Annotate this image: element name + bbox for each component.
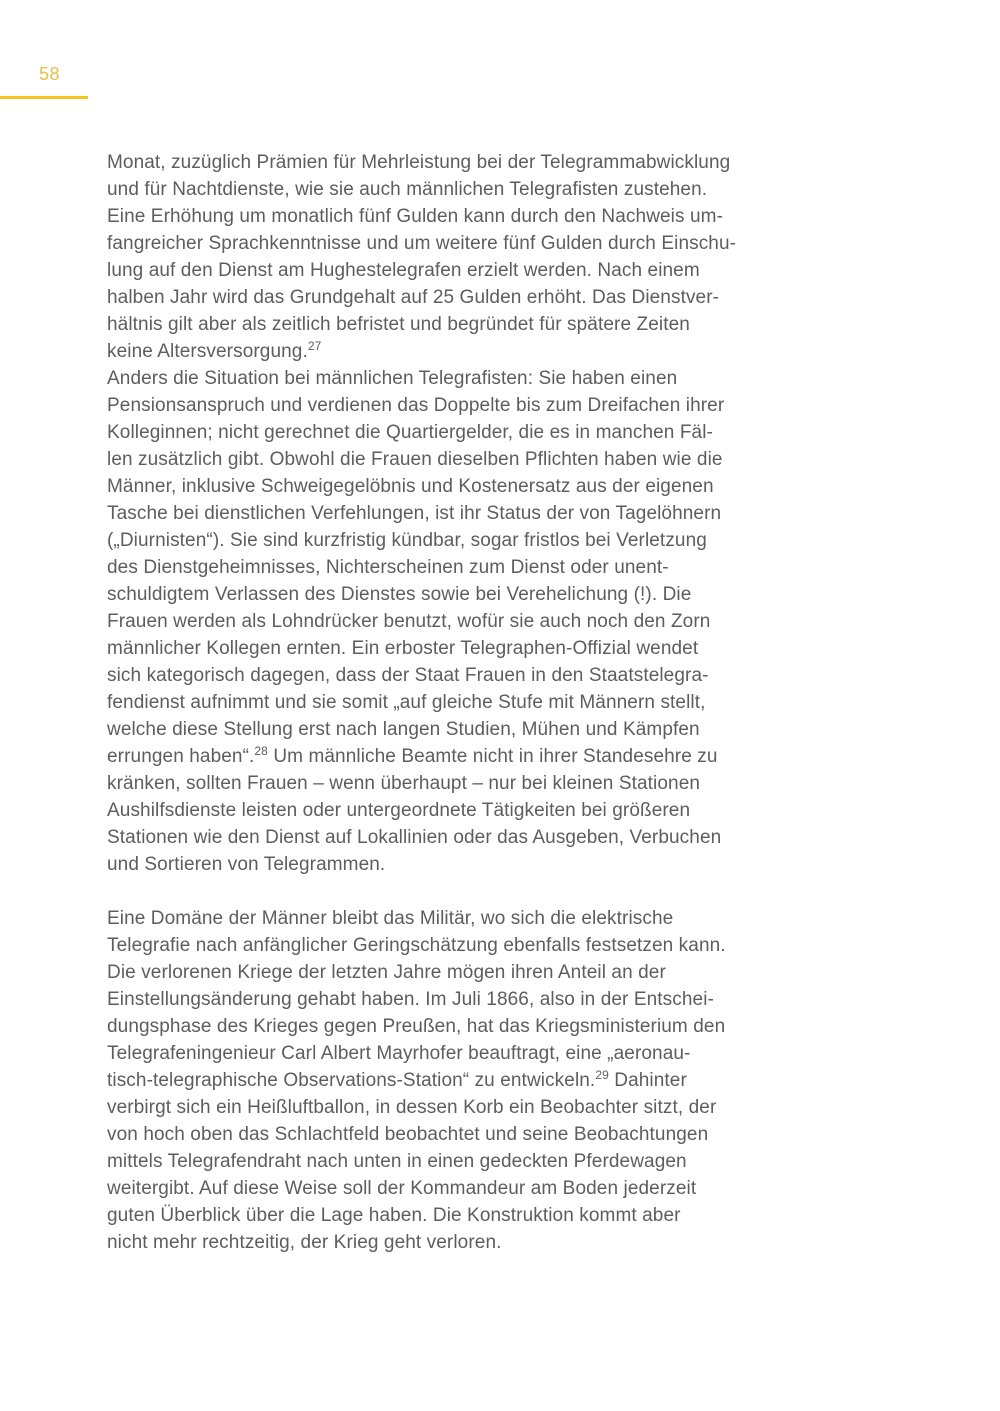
accent-rule — [0, 96, 88, 99]
text-line: Tasche bei dienstlichen Verfehlungen, ist ihr Status der von Tagelöhnern — [107, 503, 722, 524]
text-line: Anders die Situation bei männlichen Telegrafisten: Sie haben einen — [107, 368, 678, 389]
text-segment: Um männliche Beamte nicht in ihrer Standesehre zu — [267, 746, 718, 767]
text-line: Telegrafeningenieur Carl Albert Mayrhofer beauftragt, eine „aeronau- — [107, 1043, 691, 1064]
text-line: len zusätzlich gibt. Obwohl die Frauen dieselben Pflichten haben wie die — [107, 449, 723, 470]
text-segment: Dahinter — [608, 1070, 687, 1091]
text-line: Kolleginnen; nicht gerechnet die Quartiergelder, die es in manchen Fäl- — [107, 422, 713, 443]
text-line: welche diese Stellung erst nach langen Studien, Mühen und Kämpfen — [107, 719, 700, 740]
text-line: verbirgt sich ein Heißluftballon, in dessen Korb ein Beobachter sitzt, der — [107, 1097, 717, 1118]
text-line: Männer, inklusive Schweigegelöbnis und Kostenersatz aus der eigenen — [107, 476, 714, 497]
text-line: Aushilfsdienste leisten oder untergeordnete Tätigkeiten bei größeren — [107, 800, 691, 821]
text-line: Einstellungsänderung gehabt haben. Im Juli 1866, also in der Entschei- — [107, 989, 714, 1010]
text-line: fangreicher Sprachkenntnisse und um weitere fünf Gulden durch Einschu- — [107, 233, 737, 254]
paragraph — [107, 365, 787, 878]
text-line: weitergibt. Auf diese Weise soll der Kommandeur am Boden jederzeit — [107, 1178, 697, 1199]
text-line: kränken, sollten Frauen – wenn überhaupt – nur bei kleinen Stationen — [107, 773, 701, 794]
text-line: des Dienstgeheimnisses, Nichterscheinen zum Dienst oder unent- — [107, 557, 669, 578]
text-line: fendienst aufnimmt und sie somit „auf gleiche Stufe mit Männern stellt, — [107, 692, 706, 713]
text-line: („Diurnisten“). Sie sind kurzfristig kündbar, sogar fristlos bei Verletzung — [107, 530, 707, 551]
page-number: 58 — [39, 64, 61, 84]
text-line: guten Überblick über die Lage haben. Die Konstruktion kommt aber — [107, 1205, 681, 1226]
text-line: Monat, zuzüglich Prämien für Mehrleistung bei der Telegrammabwicklung — [107, 152, 731, 173]
text-segment: errungen haben“. — [107, 746, 255, 767]
text-line: nicht mehr rechtzeitig, der Krieg geht verloren. — [107, 1232, 502, 1253]
footnote-marker: 27 — [307, 339, 322, 353]
text-line: lung auf den Dienst am Hughestelegrafen erzielt werden. Nach einem — [107, 260, 700, 281]
text-line: Stationen wie den Dienst auf Lokallinien oder das Ausgeben, Verbuchen — [107, 827, 722, 848]
text-line: dungsphase des Krieges gegen Preußen, hat das Kriegsministerium den — [107, 1016, 726, 1037]
body-text — [107, 149, 787, 1256]
text-segment: tisch-telegraphische Observations-Station“ zu entwickeln. — [107, 1070, 596, 1091]
text-line: männlicher Kollegen ernten. Ein erboster Telegraphen-Offizial wendet — [107, 638, 699, 659]
paragraph — [107, 149, 787, 365]
text-line: Frauen werden als Lohndrücker benutzt, wofür sie auch noch den Zorn — [107, 611, 711, 632]
text-line: und Sortieren von Telegrammen. — [107, 854, 386, 875]
text-line: Pensionsanspruch und verdienen das Doppelte bis zum Dreifachen ihrer — [107, 395, 725, 416]
text-line: halben Jahr wird das Grundgehalt auf 25 Gulden erhöht. Das Dienstver- — [107, 287, 720, 308]
text-line: hältnis gilt aber als zeitlich befristet und begründet für spätere Zeiten — [107, 314, 690, 335]
text-segment: keine Altersversorgung. — [107, 341, 308, 362]
text-line — [107, 1067, 787, 1094]
footnote-marker: 29 — [595, 1068, 609, 1082]
footnote-marker: 28 — [254, 744, 268, 758]
text-line: Die verlorenen Kriege der letzten Jahre mögen ihren Anteil an der — [107, 962, 666, 983]
text-line: von hoch oben das Schlachtfeld beobachtet und seine Beobachtungen — [107, 1124, 709, 1145]
paragraph — [107, 905, 787, 1256]
text-line: schuldigtem Verlassen des Dienstes sowie bei Verehelichung (!). Die — [107, 584, 692, 605]
text-line — [107, 743, 787, 770]
text-line: und für Nachtdienste, wie sie auch männlichen Telegrafisten zustehen. — [107, 179, 708, 200]
text-line: sich kategorisch dagegen, dass der Staat Frauen in den Staatstelegra- — [107, 665, 709, 686]
text-line: mittels Telegrafendraht nach unten in einen gedeckten Pferdewagen — [107, 1151, 687, 1172]
text-line: Eine Domäne der Männer bleibt das Militär, wo sich die elektrische — [107, 908, 674, 929]
text-line: Telegrafie nach anfänglicher Geringschätzung ebenfalls festsetzen kann. — [107, 935, 726, 956]
text-line — [107, 338, 787, 365]
text-line: Eine Erhöhung um monatlich fünf Gulden kann durch den Nachweis um- — [107, 206, 724, 227]
